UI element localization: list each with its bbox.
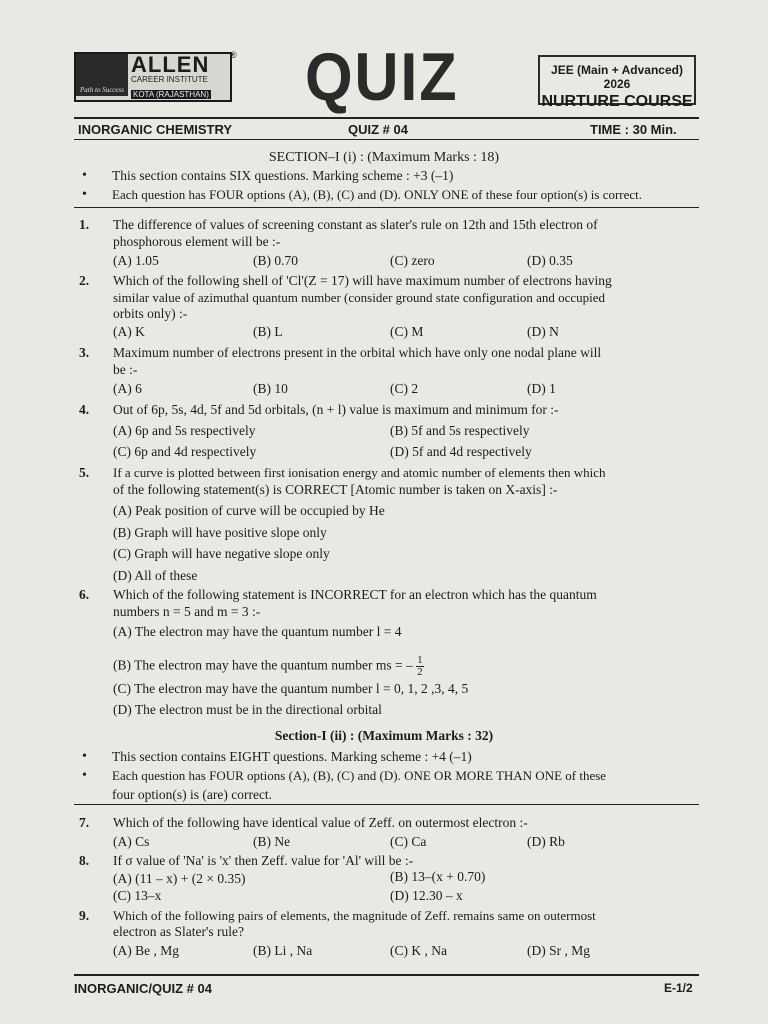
option-c: (C) K , Na — [390, 943, 447, 958]
option-b: (B) 10 — [253, 381, 288, 396]
section2-title: Section-I (ii) : (Maximum Marks : 32) — [274, 728, 494, 743]
option-b: (B) Ne — [253, 834, 291, 849]
logo-emblem-icon — [76, 54, 128, 96]
question-number: 6. — [79, 587, 90, 602]
option-b: (B) L — [253, 324, 283, 339]
registered-mark: ® — [230, 50, 237, 60]
section1-bullet-1: • This section contains SIX questions. Marking scheme : +3 (–1) — [112, 167, 702, 185]
fraction-numerator: 1 — [417, 654, 423, 666]
option-a: (A) K — [113, 324, 145, 339]
question-number: 3. — [79, 345, 90, 360]
question-text: Which of the following statement is INCORRECT for an electron which has the quantum — [113, 587, 597, 602]
option-d: (D) 5f and 4d respectively — [390, 444, 532, 459]
course-box — [538, 55, 696, 110]
option-c: (C) 2 — [390, 381, 419, 396]
allen-logo — [74, 52, 232, 102]
footer-divider — [74, 974, 699, 976]
option-c: (C) 6p and 4d respectively — [113, 444, 257, 459]
section1-divider — [74, 207, 699, 208]
question-text: of the following statement(s) is CORRECT [Atomic number is taken on X-axis] :- — [113, 482, 558, 497]
footer-quiz-label: INORGANIC/QUIZ # 04 — [74, 981, 212, 996]
option-c: (C) Ca — [390, 834, 427, 849]
section1-title: SECTION–I (i) : (Maximum Marks : 18) — [268, 150, 500, 165]
option-c: (C) Graph will have negative slope only — [113, 546, 330, 561]
question-number: 9. — [79, 908, 90, 923]
option-b: (B) 13–(x + 0.70) — [390, 869, 486, 884]
option-c: (C) The electron may have the quantum number l = 0, 1, 2 ,3, 4, 5 — [113, 681, 469, 696]
option-b: (B) 5f and 5s respectively — [390, 423, 530, 438]
section2-bullet-2-cont: four option(s) is (are) correct. — [112, 787, 273, 802]
option-a: (A) 6p and 5s respectively — [113, 423, 256, 438]
section2-divider — [74, 804, 699, 805]
option-d: (D) Sr , Mg — [527, 943, 590, 958]
option-d: (D) 0.35 — [527, 253, 573, 268]
logo-tagline: Path to Success — [80, 86, 124, 94]
subject-label: INORGANIC CHEMISTRY — [78, 122, 233, 137]
page-title: QUIZ — [305, 39, 459, 115]
question-text: Maximum number of electrons present in the orbital which have only one nodal plane will — [113, 345, 602, 360]
question-number: 2. — [79, 273, 90, 288]
option-b: (B) Graph will have positive slope only — [113, 525, 327, 540]
option-c: (C) M — [390, 324, 424, 339]
fraction-denominator: 2 — [417, 666, 423, 678]
option-d: (D) All of these — [113, 568, 198, 583]
question-text: electron as Slater's rule? — [113, 924, 244, 939]
section2-bullet-1: • This section contains EIGHT questions. Marking scheme : +4 (–1) — [112, 748, 702, 766]
option-b-text: (B) The electron may have the quantum number ms = – — [113, 657, 413, 673]
info-divider — [74, 139, 699, 140]
option-a: (A) The electron may have the quantum number l = 4 — [113, 624, 402, 639]
option-a: (A) Cs — [113, 834, 150, 849]
question-number: 1. — [79, 217, 90, 232]
option-d: (D) The electron must be in the directional orbital — [113, 702, 382, 717]
option-b: (B) Li , Na — [253, 943, 313, 958]
question-text: Out of 6p, 5s, 4d, 5f and 5d orbitals, (n + l) value is maximum and minimum for :- — [113, 402, 559, 417]
course-exam: JEE (Main + Advanced) 2026 — [551, 63, 683, 91]
header-divider — [74, 117, 699, 119]
logo-subtitle: CAREER INSTITUTE — [131, 75, 208, 84]
question-text: Which of the following pairs of elements, the magnitude of Zeff. remains same on outermost — [113, 908, 596, 923]
question-number: 5. — [79, 465, 90, 480]
question-text: orbits only) :- — [113, 306, 188, 321]
question-text: be :- — [113, 362, 138, 377]
option-d: (D) Rb — [527, 834, 565, 849]
logo-location: KOTA (RAJASTHAN) — [133, 90, 209, 99]
option-a: (A) 1.05 — [113, 253, 159, 268]
question-text: Which of the following have identical value of Zeff. on outermost electron :- — [113, 815, 528, 830]
option-b — [113, 655, 424, 678]
option-a: (A) (11 – x) + (2 × 0.35) — [113, 871, 246, 886]
course-name: NURTURE COURSE — [541, 93, 693, 110]
question-text: similar value of azimuthal quantum number (consider ground state configuration and occupied — [113, 290, 606, 305]
question-text: numbers n = 5 and m = 3 :- — [113, 604, 261, 619]
question-text: phosphorous element will be :- — [113, 234, 281, 249]
question-text: If a curve is plotted between first ionisation energy and atomic number of elements then which — [113, 465, 606, 480]
section1-bullet-2: • Each question has FOUR options (A), (B), (C) and (D). ONLY ONE of these four option(s) is correct. — [112, 186, 712, 204]
option-a: (A) Be , Mg — [113, 943, 179, 958]
question-text: Which of the following shell of 'Cl'(Z = 17) will have maximum number of electrons having — [113, 273, 612, 288]
option-c: (C) 13–x — [113, 888, 162, 903]
option-a: (A) Peak position of curve will be occupied by He — [113, 503, 385, 518]
time-label: TIME : 30 Min. — [590, 122, 677, 137]
option-c: (C) zero — [390, 253, 435, 268]
question-number: 8. — [79, 853, 90, 868]
section2-bullet-2: • Each question has FOUR options (A), (B), (C) and (D). ONE OR MORE THAN ONE of these — [112, 767, 702, 785]
quiz-number: QUIZ # 04 — [348, 122, 408, 137]
option-d: (D) N — [527, 324, 559, 339]
question-text: The difference of values of screening constant as slater's rule on 12th and 15th electron of — [113, 217, 598, 232]
info-row — [78, 122, 698, 138]
option-b: (B) 0.70 — [253, 253, 298, 268]
logo-name: ALLEN — [131, 52, 210, 77]
fraction — [416, 655, 424, 678]
footer-page-number: E-1/2 — [664, 981, 693, 995]
question-text: If σ value of 'Na' is 'x' then Zeff. value for 'Al' will be :- — [113, 853, 414, 868]
option-a: (A) 6 — [113, 381, 142, 396]
question-number: 4. — [79, 402, 90, 417]
option-d: (D) 12.30 – x — [390, 888, 463, 903]
option-d: (D) 1 — [527, 381, 556, 396]
question-number: 7. — [79, 815, 90, 830]
